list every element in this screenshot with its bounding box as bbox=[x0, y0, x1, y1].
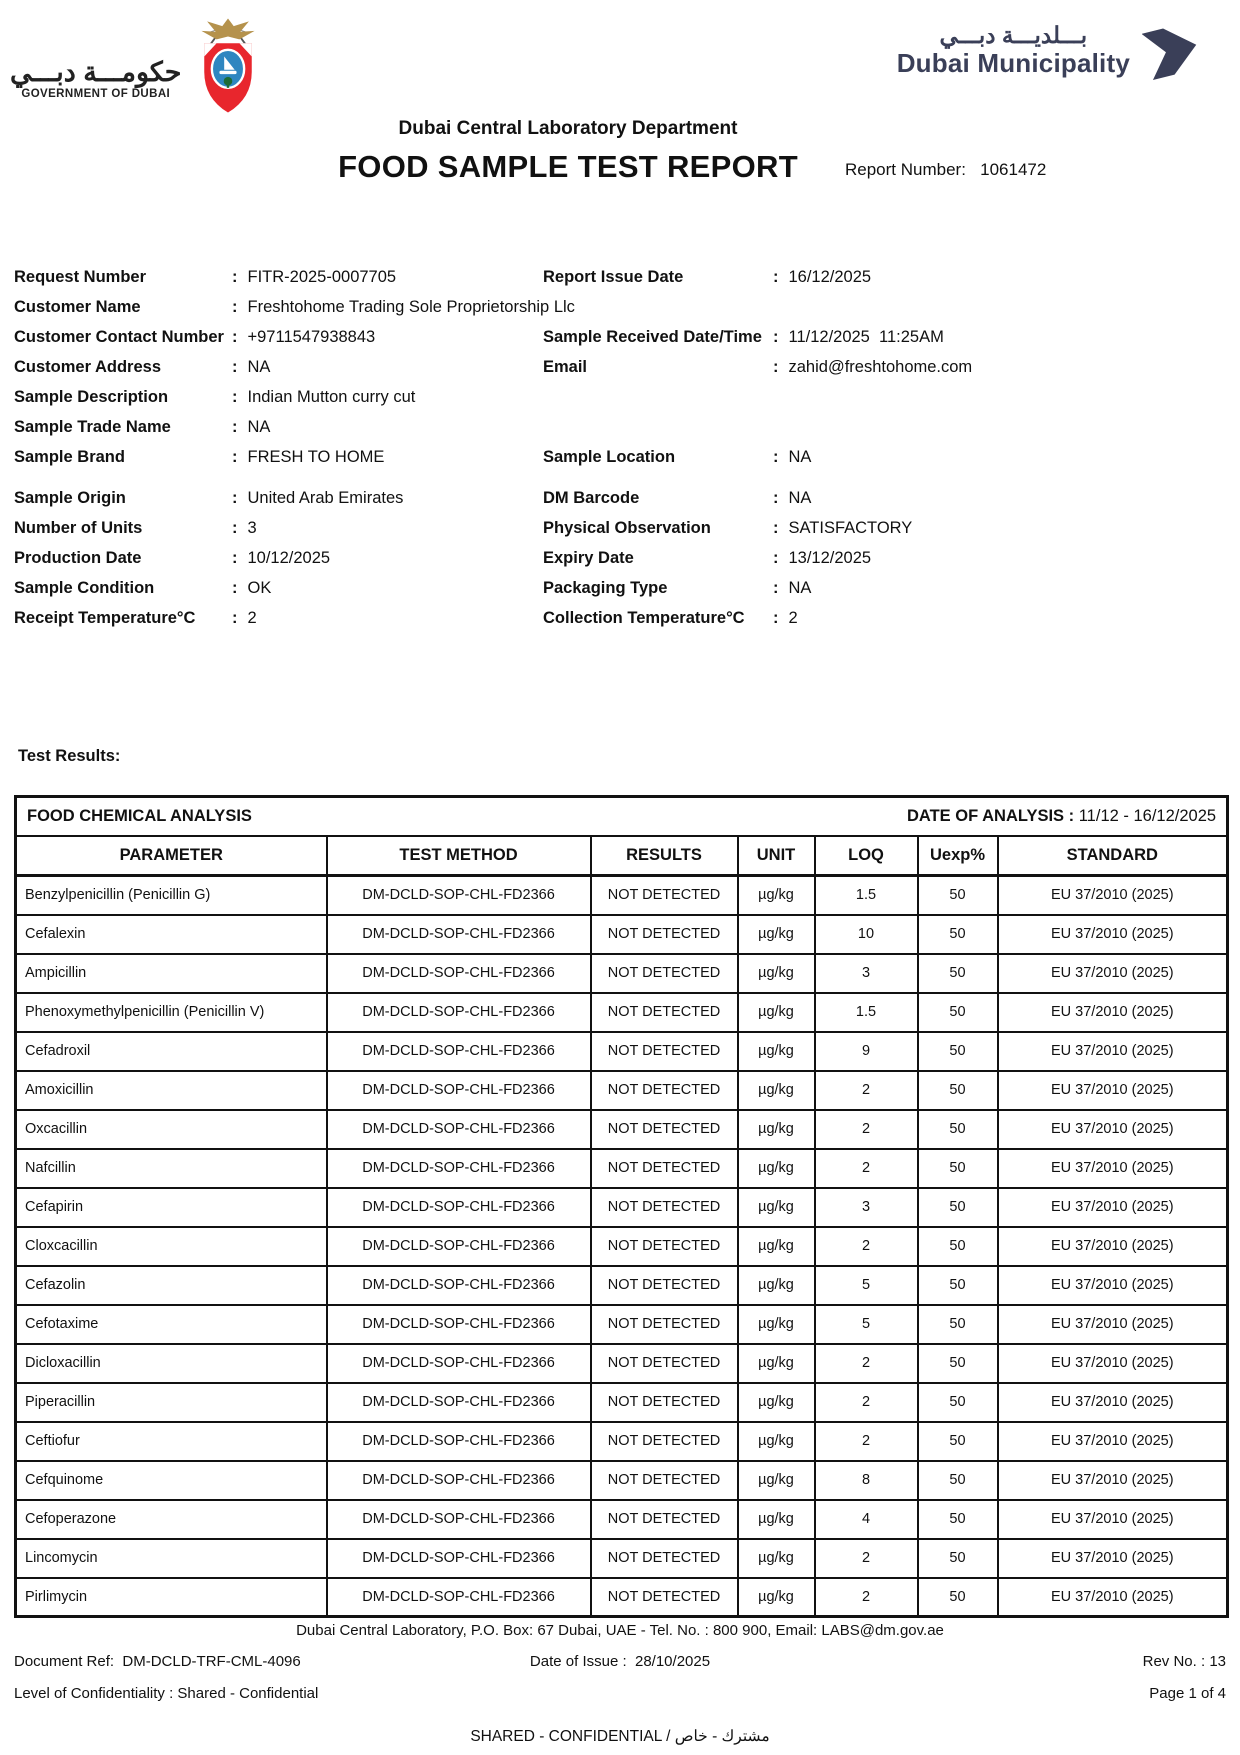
info-row bbox=[14, 489, 1226, 511]
result-row bbox=[16, 1461, 1228, 1500]
field-colon: : bbox=[773, 519, 779, 537]
dubai-crest-icon bbox=[190, 16, 266, 116]
info-row bbox=[14, 448, 1226, 470]
cell-parameter: Cefquinome bbox=[16, 1461, 327, 1500]
cell-unit: µg/kg bbox=[738, 1344, 815, 1383]
field-colon: : bbox=[773, 268, 779, 286]
column-header: TEST METHOD bbox=[327, 836, 591, 876]
info-pair-left bbox=[14, 519, 543, 541]
cell-test-method: DM-DCLD-SOP-CHL-FD2366 bbox=[327, 1071, 591, 1110]
field-label: Receipt Temperature°C bbox=[14, 609, 196, 627]
field-colon: : bbox=[773, 328, 779, 346]
municipality-arrow-icon bbox=[1142, 14, 1200, 88]
cell-results: NOT DETECTED bbox=[591, 915, 738, 954]
cell-parameter: Nafcillin bbox=[16, 1149, 327, 1188]
cell-unit: µg/kg bbox=[738, 1032, 815, 1071]
field-label: Sample Trade Name bbox=[14, 418, 171, 436]
field-value: NA bbox=[788, 489, 812, 507]
cell-test-method: DM-DCLD-SOP-CHL-FD2366 bbox=[327, 1266, 591, 1305]
cell-loq: 2 bbox=[815, 1344, 918, 1383]
cell-uexp: 50 bbox=[918, 915, 998, 954]
date-of-analysis bbox=[907, 807, 1216, 826]
field-label: Sample Location bbox=[543, 448, 676, 466]
classification-line: SHARED - CONFIDENTIAL / مشترك - خاص bbox=[470, 1728, 770, 1745]
government-of-dubai-logo bbox=[10, 16, 266, 116]
cell-parameter: Cefotaxime bbox=[16, 1305, 327, 1344]
info-row bbox=[14, 418, 1226, 440]
dubai-municipality-logo bbox=[897, 14, 1200, 88]
field-label: Expiry Date bbox=[543, 549, 634, 567]
cell-standard: EU 37/2010 (2025) bbox=[998, 1266, 1228, 1305]
cell-standard: EU 37/2010 (2025) bbox=[998, 1422, 1228, 1461]
field-value: +9711547938843 bbox=[247, 328, 376, 346]
result-row bbox=[16, 1344, 1228, 1383]
info-pair-right bbox=[543, 298, 1226, 320]
cell-unit: µg/kg bbox=[738, 876, 815, 915]
cell-parameter: Cefadroxil bbox=[16, 1032, 327, 1071]
cell-test-method: DM-DCLD-SOP-CHL-FD2366 bbox=[327, 1500, 591, 1539]
field-value: FRESH TO HOME bbox=[247, 448, 385, 466]
field-value: Freshtohome Trading Sole Proprietorship Llc bbox=[247, 298, 575, 316]
info-pair-right bbox=[543, 579, 1226, 601]
cell-unit: µg/kg bbox=[738, 1539, 815, 1578]
field-colon: : bbox=[232, 418, 238, 436]
info-pair-left bbox=[14, 298, 575, 320]
field-value: zahid@freshtohome.com bbox=[788, 358, 973, 376]
cell-parameter: Piperacillin bbox=[16, 1383, 327, 1422]
field-colon: : bbox=[773, 549, 779, 567]
info-pair-left bbox=[14, 609, 543, 631]
cell-uexp: 50 bbox=[918, 1578, 998, 1617]
cell-results: NOT DETECTED bbox=[591, 876, 738, 915]
info-row bbox=[14, 298, 1226, 320]
cell-loq: 4 bbox=[815, 1500, 918, 1539]
test-results-heading: Test Results: bbox=[18, 747, 121, 765]
result-row bbox=[16, 1032, 1228, 1071]
field-value: 2 bbox=[788, 609, 798, 627]
cell-parameter: Ceftiofur bbox=[16, 1422, 327, 1461]
field-colon: : bbox=[232, 268, 238, 286]
government-logo-text bbox=[10, 58, 182, 100]
cell-standard: EU 37/2010 (2025) bbox=[998, 954, 1228, 993]
cell-results: NOT DETECTED bbox=[591, 1539, 738, 1578]
cell-test-method: DM-DCLD-SOP-CHL-FD2366 bbox=[327, 993, 591, 1032]
cell-parameter: Cefapirin bbox=[16, 1188, 327, 1227]
result-row bbox=[16, 1305, 1228, 1344]
cell-uexp: 50 bbox=[918, 1344, 998, 1383]
cell-standard: EU 37/2010 (2025) bbox=[998, 1149, 1228, 1188]
cell-test-method: DM-DCLD-SOP-CHL-FD2366 bbox=[327, 1461, 591, 1500]
cell-uexp: 50 bbox=[918, 993, 998, 1032]
department-title: Dubai Central Laboratory Department bbox=[398, 118, 738, 139]
footer-meta-row-2 bbox=[14, 1685, 1226, 1702]
field-value: OK bbox=[247, 579, 272, 597]
cell-loq: 9 bbox=[815, 1032, 918, 1071]
result-row bbox=[16, 1266, 1228, 1305]
cell-parameter: Pirlimycin bbox=[16, 1578, 327, 1617]
cell-results: NOT DETECTED bbox=[591, 1188, 738, 1227]
cell-unit: µg/kg bbox=[738, 1149, 815, 1188]
cell-test-method: DM-DCLD-SOP-CHL-FD2366 bbox=[327, 1227, 591, 1266]
cell-loq: 1.5 bbox=[815, 993, 918, 1032]
cell-parameter: Cefazolin bbox=[16, 1266, 327, 1305]
report-number-label: Report Number: bbox=[845, 160, 966, 179]
analysis-section-title: FOOD CHEMICAL ANALYSIS bbox=[27, 806, 252, 825]
cell-test-method: DM-DCLD-SOP-CHL-FD2366 bbox=[327, 915, 591, 954]
field-value: 10/12/2025 bbox=[247, 549, 331, 567]
field-label: Physical Observation bbox=[543, 519, 711, 537]
cell-parameter: Ampicillin bbox=[16, 954, 327, 993]
cell-results: NOT DETECTED bbox=[591, 1461, 738, 1500]
info-row bbox=[14, 549, 1226, 571]
cell-loq: 2 bbox=[815, 1422, 918, 1461]
cell-results: NOT DETECTED bbox=[591, 1344, 738, 1383]
cell-results: NOT DETECTED bbox=[591, 1383, 738, 1422]
column-header: RESULTS bbox=[591, 836, 738, 876]
field-label: Sample Origin bbox=[14, 489, 126, 507]
result-row bbox=[16, 876, 1228, 915]
cell-test-method: DM-DCLD-SOP-CHL-FD2366 bbox=[327, 1422, 591, 1461]
column-header: LOQ bbox=[815, 836, 918, 876]
cell-loq: 10 bbox=[815, 915, 918, 954]
info-pair-left bbox=[14, 448, 543, 470]
cell-test-method: DM-DCLD-SOP-CHL-FD2366 bbox=[327, 954, 591, 993]
rev-no bbox=[822, 1653, 1226, 1670]
field-value: 3 bbox=[247, 519, 257, 537]
cell-standard: EU 37/2010 (2025) bbox=[998, 1227, 1228, 1266]
cell-standard: EU 37/2010 (2025) bbox=[998, 1032, 1228, 1071]
info-pair-left bbox=[14, 268, 543, 290]
cell-uexp: 50 bbox=[918, 876, 998, 915]
document-ref bbox=[14, 1653, 418, 1670]
field-colon: : bbox=[773, 609, 779, 627]
field-label: Report Issue Date bbox=[543, 268, 684, 286]
info-fields bbox=[14, 268, 1226, 639]
field-label: Packaging Type bbox=[543, 579, 668, 597]
cell-loq: 5 bbox=[815, 1305, 918, 1344]
field-label: Email bbox=[543, 358, 588, 376]
municipality-arabic-text: بـــلديـــة دبـــي bbox=[939, 21, 1088, 48]
info-pair-left bbox=[14, 489, 543, 511]
field-colon: : bbox=[773, 579, 779, 597]
cell-loq: 2 bbox=[815, 1110, 918, 1149]
cell-standard: EU 37/2010 (2025) bbox=[998, 993, 1228, 1032]
page-indicator: Page 1 of 4 bbox=[1149, 1685, 1226, 1702]
cell-uexp: 50 bbox=[918, 1422, 998, 1461]
field-label: Sample Received Date/Time bbox=[543, 328, 762, 346]
column-header: STANDARD bbox=[998, 836, 1228, 876]
result-row bbox=[16, 1071, 1228, 1110]
cell-loq: 1.5 bbox=[815, 876, 918, 915]
cell-parameter: Lincomycin bbox=[16, 1539, 327, 1578]
cell-uexp: 50 bbox=[918, 1032, 998, 1071]
field-value: 2 bbox=[247, 609, 257, 627]
cell-test-method: DM-DCLD-SOP-CHL-FD2366 bbox=[327, 1188, 591, 1227]
info-row bbox=[14, 519, 1226, 541]
field-colon: : bbox=[232, 519, 238, 537]
cell-uexp: 50 bbox=[918, 1305, 998, 1344]
info-pair-right bbox=[543, 489, 1226, 511]
field-value: 11/12/2025 11:25AM bbox=[788, 328, 944, 346]
info-pair-left bbox=[14, 358, 543, 380]
cell-loq: 2 bbox=[815, 1149, 918, 1188]
cell-uexp: 50 bbox=[918, 1461, 998, 1500]
cell-standard: EU 37/2010 (2025) bbox=[998, 915, 1228, 954]
info-pair-left bbox=[14, 328, 543, 350]
cell-loq: 2 bbox=[815, 1578, 918, 1617]
cell-standard: EU 37/2010 (2025) bbox=[998, 1461, 1228, 1500]
rev-no-value: 13 bbox=[1209, 1653, 1226, 1670]
cell-parameter: Amoxicillin bbox=[16, 1071, 327, 1110]
info-pair-right bbox=[543, 358, 1226, 380]
column-header: Uexp% bbox=[918, 836, 998, 876]
cell-uexp: 50 bbox=[918, 1110, 998, 1149]
cell-unit: µg/kg bbox=[738, 1305, 815, 1344]
field-value: United Arab Emirates bbox=[247, 489, 404, 507]
field-colon: : bbox=[773, 448, 779, 466]
cell-results: NOT DETECTED bbox=[591, 1500, 738, 1539]
field-value: FITR-2025-0007705 bbox=[247, 268, 397, 286]
info-row bbox=[14, 579, 1226, 601]
info-row bbox=[14, 328, 1226, 350]
field-colon: : bbox=[773, 358, 779, 376]
cell-uexp: 50 bbox=[918, 1227, 998, 1266]
cell-test-method: DM-DCLD-SOP-CHL-FD2366 bbox=[327, 1032, 591, 1071]
cell-unit: µg/kg bbox=[738, 1071, 815, 1110]
cell-uexp: 50 bbox=[918, 1188, 998, 1227]
field-value: 16/12/2025 bbox=[788, 268, 872, 286]
result-row bbox=[16, 1227, 1228, 1266]
cell-test-method: DM-DCLD-SOP-CHL-FD2366 bbox=[327, 1110, 591, 1149]
field-label: Customer Address bbox=[14, 358, 162, 376]
cell-standard: EU 37/2010 (2025) bbox=[998, 1539, 1228, 1578]
result-row bbox=[16, 1578, 1228, 1617]
info-pair-right bbox=[543, 388, 1226, 410]
cell-results: NOT DETECTED bbox=[591, 1578, 738, 1617]
field-value: NA bbox=[247, 418, 271, 436]
field-label: Request Number bbox=[14, 268, 147, 286]
field-colon: : bbox=[232, 448, 238, 466]
field-colon: : bbox=[232, 328, 238, 346]
field-label: Customer Contact Number bbox=[14, 328, 224, 346]
cell-standard: EU 37/2010 (2025) bbox=[998, 1305, 1228, 1344]
cell-standard: EU 37/2010 (2025) bbox=[998, 1110, 1228, 1149]
footer-meta-row-1 bbox=[14, 1653, 1226, 1670]
field-colon: : bbox=[232, 388, 238, 406]
info-pair-right bbox=[543, 418, 1226, 440]
field-label: Sample Description bbox=[14, 388, 169, 406]
info-row bbox=[14, 268, 1226, 290]
info-pair-right bbox=[543, 268, 1226, 290]
cell-results: NOT DETECTED bbox=[591, 954, 738, 993]
report-number bbox=[845, 160, 1046, 180]
field-colon: : bbox=[773, 489, 779, 507]
cell-results: NOT DETECTED bbox=[591, 1305, 738, 1344]
info-row bbox=[14, 609, 1226, 631]
field-colon: : bbox=[232, 358, 238, 376]
cell-parameter: Phenoxymethylpenicillin (Penicillin V) bbox=[16, 993, 327, 1032]
rev-no-label: Rev No. : bbox=[1142, 1653, 1206, 1670]
info-row bbox=[14, 388, 1226, 410]
cell-unit: µg/kg bbox=[738, 1266, 815, 1305]
cell-standard: EU 37/2010 (2025) bbox=[998, 876, 1228, 915]
cell-unit: µg/kg bbox=[738, 1461, 815, 1500]
field-value: Indian Mutton curry cut bbox=[247, 388, 416, 406]
cell-unit: µg/kg bbox=[738, 1422, 815, 1461]
cell-results: NOT DETECTED bbox=[591, 1071, 738, 1110]
date-of-issue bbox=[418, 1653, 822, 1670]
cell-parameter: Dicloxacillin bbox=[16, 1344, 327, 1383]
municipality-logo-text bbox=[897, 23, 1130, 79]
cell-unit: µg/kg bbox=[738, 1578, 815, 1617]
cell-unit: µg/kg bbox=[738, 915, 815, 954]
date-of-issue-label: Date of Issue : bbox=[529, 1653, 627, 1670]
cell-standard: EU 37/2010 (2025) bbox=[998, 1383, 1228, 1422]
page-title: FOOD SAMPLE TEST REPORT bbox=[338, 149, 798, 184]
cell-unit: µg/kg bbox=[738, 1227, 815, 1266]
info-pair-left bbox=[14, 418, 543, 440]
cell-unit: µg/kg bbox=[738, 1500, 815, 1539]
info-pair-left bbox=[14, 388, 543, 410]
cell-standard: EU 37/2010 (2025) bbox=[998, 1578, 1228, 1617]
info-pair-right bbox=[543, 328, 1226, 350]
results-table-body bbox=[16, 876, 1228, 1617]
result-row bbox=[16, 1149, 1228, 1188]
cell-loq: 2 bbox=[815, 1227, 918, 1266]
info-pair-left bbox=[14, 549, 543, 571]
cell-parameter: Oxcacillin bbox=[16, 1110, 327, 1149]
cell-results: NOT DETECTED bbox=[591, 1149, 738, 1188]
report-number-value: 1061472 bbox=[980, 160, 1047, 179]
cell-results: NOT DETECTED bbox=[591, 1422, 738, 1461]
field-label: Sample Condition bbox=[14, 579, 155, 597]
cell-test-method: DM-DCLD-SOP-CHL-FD2366 bbox=[327, 1383, 591, 1422]
cell-uexp: 50 bbox=[918, 1149, 998, 1188]
cell-uexp: 50 bbox=[918, 1539, 998, 1578]
cell-loq: 2 bbox=[815, 1383, 918, 1422]
cell-test-method: DM-DCLD-SOP-CHL-FD2366 bbox=[327, 1539, 591, 1578]
result-row bbox=[16, 954, 1228, 993]
cell-unit: µg/kg bbox=[738, 1188, 815, 1227]
cell-test-method: DM-DCLD-SOP-CHL-FD2366 bbox=[327, 1344, 591, 1383]
info-pair-right bbox=[543, 519, 1226, 541]
cell-uexp: 50 bbox=[918, 1071, 998, 1110]
cell-results: NOT DETECTED bbox=[591, 1032, 738, 1071]
result-row bbox=[16, 1539, 1228, 1578]
cell-test-method: DM-DCLD-SOP-CHL-FD2366 bbox=[327, 1149, 591, 1188]
date-of-analysis-label: DATE OF ANALYSIS : bbox=[906, 806, 1075, 825]
cell-results: NOT DETECTED bbox=[591, 1110, 738, 1149]
table-banner-cell bbox=[16, 797, 1228, 836]
cell-parameter: Cloxcacillin bbox=[16, 1227, 327, 1266]
info-pair-right bbox=[543, 448, 1226, 470]
field-colon: : bbox=[232, 579, 238, 597]
lab-address: Dubai Central Laboratory, P.O. Box: 67 Dubai, UAE - Tel. No. : 800 900, Email: LABS@dm.gov.ae bbox=[296, 1622, 944, 1639]
field-colon: : bbox=[232, 489, 238, 507]
cell-test-method: DM-DCLD-SOP-CHL-FD2366 bbox=[327, 1578, 591, 1617]
cell-loq: 2 bbox=[815, 1539, 918, 1578]
result-row bbox=[16, 1383, 1228, 1422]
cell-test-method: DM-DCLD-SOP-CHL-FD2366 bbox=[327, 1305, 591, 1344]
cell-results: NOT DETECTED bbox=[591, 1266, 738, 1305]
government-arabic-text: حكومـــة دبـــي bbox=[10, 56, 182, 87]
field-value: NA bbox=[788, 579, 812, 597]
field-colon: : bbox=[232, 298, 238, 316]
result-row bbox=[16, 1110, 1228, 1149]
cell-uexp: 50 bbox=[918, 954, 998, 993]
document-ref-label: Document Ref: bbox=[14, 1653, 115, 1670]
result-row bbox=[16, 1188, 1228, 1227]
cell-parameter: Cefalexin bbox=[16, 915, 327, 954]
cell-standard: EU 37/2010 (2025) bbox=[998, 1344, 1228, 1383]
info-pair-left bbox=[14, 579, 543, 601]
info-row bbox=[14, 358, 1226, 380]
field-value: SATISFACTORY bbox=[788, 519, 913, 537]
government-english-text: GOVERNMENT OF DUBAI bbox=[21, 88, 171, 101]
result-row bbox=[16, 915, 1228, 954]
cell-unit: µg/kg bbox=[738, 1110, 815, 1149]
field-colon: : bbox=[232, 549, 238, 567]
cell-loq: 3 bbox=[815, 1188, 918, 1227]
table-banner-row bbox=[16, 797, 1228, 836]
cell-unit: µg/kg bbox=[738, 1383, 815, 1422]
field-colon: : bbox=[232, 609, 238, 627]
municipality-english-text: Dubai Municipality bbox=[896, 48, 1130, 79]
cell-unit: µg/kg bbox=[738, 954, 815, 993]
column-header: UNIT bbox=[738, 836, 815, 876]
result-row bbox=[16, 993, 1228, 1032]
column-header-row bbox=[16, 836, 1228, 876]
column-header: PARAMETER bbox=[16, 836, 327, 876]
result-row bbox=[16, 1422, 1228, 1461]
cell-results: NOT DETECTED bbox=[591, 1227, 738, 1266]
field-label: DM Barcode bbox=[543, 489, 640, 507]
field-label: Number of Units bbox=[14, 519, 143, 537]
field-label: Production Date bbox=[14, 549, 142, 567]
result-row bbox=[16, 1500, 1228, 1539]
results-table bbox=[14, 795, 1229, 1618]
cell-uexp: 50 bbox=[918, 1383, 998, 1422]
cell-parameter: Cefoperazone bbox=[16, 1500, 327, 1539]
cell-uexp: 50 bbox=[918, 1500, 998, 1539]
field-label: Sample Brand bbox=[14, 448, 125, 466]
cell-standard: EU 37/2010 (2025) bbox=[998, 1071, 1228, 1110]
cell-loq: 2 bbox=[815, 1071, 918, 1110]
field-label: Collection Temperature°C bbox=[543, 609, 745, 627]
field-value: NA bbox=[247, 358, 271, 376]
cell-standard: EU 37/2010 (2025) bbox=[998, 1188, 1228, 1227]
info-pair-right bbox=[543, 549, 1226, 571]
field-label: Customer Name bbox=[14, 298, 141, 316]
cell-standard: EU 37/2010 (2025) bbox=[998, 1500, 1228, 1539]
cell-loq: 8 bbox=[815, 1461, 918, 1500]
cell-loq: 5 bbox=[815, 1266, 918, 1305]
info-pair-right bbox=[543, 609, 1226, 631]
confidentiality-level: Level of Confidentiality : Shared - Confidential bbox=[14, 1685, 319, 1702]
cell-results: NOT DETECTED bbox=[591, 993, 738, 1032]
cell-parameter: Benzylpenicillin (Penicillin G) bbox=[16, 876, 327, 915]
cell-unit: µg/kg bbox=[738, 993, 815, 1032]
field-value: NA bbox=[788, 448, 812, 466]
date-of-issue-value: 28/10/2025 bbox=[634, 1653, 711, 1670]
cell-uexp: 50 bbox=[918, 1266, 998, 1305]
document-ref-value: DM-DCLD-TRF-CML-4096 bbox=[122, 1653, 301, 1670]
date-of-analysis-value: 11/12 - 16/12/2025 bbox=[1078, 806, 1217, 825]
cell-test-method: DM-DCLD-SOP-CHL-FD2366 bbox=[327, 876, 591, 915]
field-value: 13/12/2025 bbox=[788, 549, 872, 567]
cell-loq: 3 bbox=[815, 954, 918, 993]
